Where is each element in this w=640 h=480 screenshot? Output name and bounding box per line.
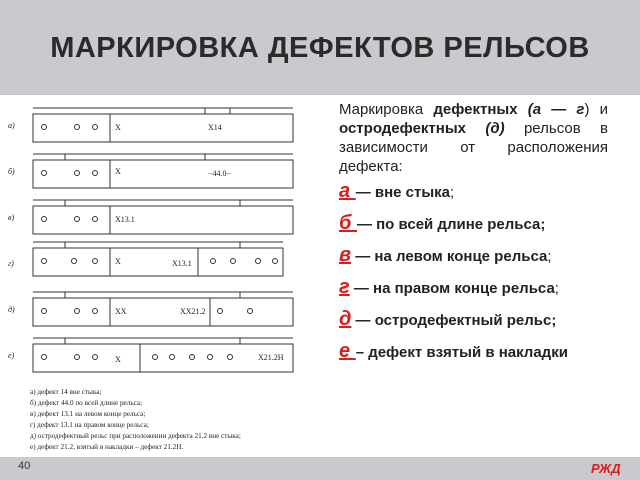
item-f-text: – дефект взятый в накладки (355, 344, 568, 361)
mark-c-code: Х13.1 (115, 215, 135, 224)
rail-b (33, 154, 293, 188)
item-a-text: — вне стыка (355, 184, 450, 201)
item-e-letter: д (339, 308, 352, 330)
mark-e-x: ХХ (115, 307, 127, 316)
rail-e (33, 292, 293, 326)
rail-a (33, 108, 293, 142)
rzd-logo (588, 458, 628, 478)
item-b (339, 214, 608, 234)
mark-e-code: ХХ21.2 (180, 307, 206, 316)
intro-range-a-g: (а — г (527, 101, 585, 118)
item-c (339, 246, 608, 266)
item-a (339, 182, 608, 202)
item-c-text: — на левом конце рельса (351, 248, 548, 265)
item-d-letter: г (339, 276, 350, 298)
intro-bold-acute: остродефектных (339, 120, 466, 137)
intro-paragraph (339, 100, 608, 176)
page-title: МАРКИРОВКА ДЕФЕКТОВ РЕЛЬСОВ (50, 32, 590, 64)
row-letter-f: е) (8, 351, 15, 360)
legend-line-b: б) дефект 44.0 по всей длине рельса; (30, 399, 143, 407)
item-b-letter: б (339, 212, 357, 234)
row-letter-e: д) (8, 305, 15, 314)
legend-line-e: д) остродефектный рельс при расположении дефекта 21.2 вне стыка; (30, 432, 241, 440)
intro-text-2: ) и (584, 101, 609, 118)
page-number: 40 (18, 460, 31, 472)
item-d-text: — на правом конце рельса (349, 280, 555, 297)
mark-b-code: −44.0− (208, 169, 232, 178)
rzd-logo-text: РЖД (591, 461, 621, 476)
mark-f-code: Х21.2Н (258, 353, 284, 362)
intro-space-2 (466, 120, 485, 137)
item-e (339, 310, 608, 330)
mark-f-x: Х (115, 355, 121, 364)
rail-f (33, 338, 293, 372)
item-d (339, 278, 608, 298)
item-f-letter: е (339, 340, 356, 362)
item-f (339, 342, 608, 362)
legend-line-c: в) дефект 13.1 на левом конце рельса; (30, 410, 146, 418)
mark-a-code: Х14 (208, 123, 222, 132)
item-a-letter: а (339, 180, 356, 202)
description-panel (339, 100, 608, 374)
rail-marking-diagram (0, 100, 330, 470)
intro-text-3: рельсов в зависимости от расположения дефекта: (339, 120, 609, 175)
legend-line-a: а) дефект 14 вне стыка; (30, 388, 102, 396)
footer-bar (0, 457, 640, 480)
legend-line-f: е) дефект 21.2, взятый в накладки – дефект 21.2Н. (30, 443, 184, 451)
intro-bold-defective: дефектных (433, 101, 518, 118)
mark-b-x: Х (115, 167, 121, 176)
rail-d (33, 242, 283, 276)
row-letter-c: в) (8, 213, 15, 222)
rail-c (33, 200, 293, 234)
mark-d-code: Х13.1 (172, 259, 192, 268)
row-letter-a: а) (8, 121, 15, 130)
item-a-tail: ; (450, 184, 455, 201)
row-letter-b: б) (8, 167, 15, 176)
title-bar (0, 0, 640, 95)
intro-range-d: (д) (485, 120, 505, 137)
item-c-letter: в (339, 244, 352, 266)
mark-a-x: Х (115, 123, 121, 132)
row-letter-d: г) (8, 259, 14, 268)
mark-d-x: Х (115, 257, 121, 266)
item-d-tail: ; (554, 280, 559, 297)
intro-space-1 (518, 101, 528, 118)
item-e-text: — остродефектный рельс; (351, 312, 557, 329)
intro-text-1: Маркировка (339, 101, 434, 118)
legend-line-d: г) дефект 13.1 на правом конце рельса; (30, 421, 149, 429)
item-c-tail: ; (547, 248, 552, 265)
item-b-text: — по всей длине рельса; (356, 216, 546, 233)
